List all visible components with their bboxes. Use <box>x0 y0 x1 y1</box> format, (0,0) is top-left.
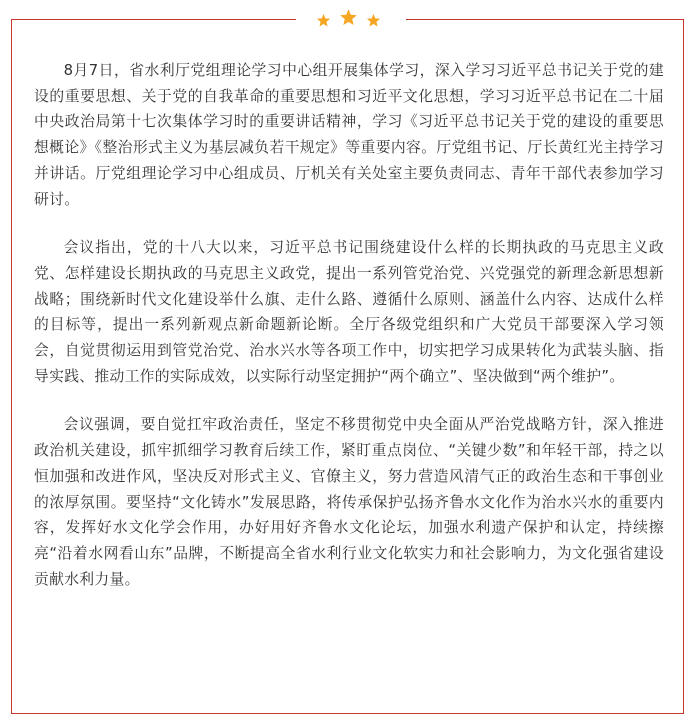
star-decoration <box>0 2 697 38</box>
paragraph-meeting-emphasis: 会议强调，要自觉扛牢政治责任，坚定不移贯彻党中央全面从严治党战略方针，深入推进政治机关建设，抓牢抓细学习教育后续工作，紧盯重点岗位、“关键少数”和年轻干部，持之以恒加强和改进作风，坚决反对形式主义、官僚主义，努力营造风清气正的政治生态和干事创业的浓厚氛围。要坚持“文化铸水”发展思路，将传承保护弘扬齐鲁水文化作为治水兴水的重要内容，发挥好水文化学会作用，办好用好齐鲁水文化论坛，加强水利遗产保护和认定，持续擦亮“沿着水网看山东”品牌，不断提高全省水利行业文化软实力和社会影响力，为文化强省建设贡献水利力量。 <box>34 416 664 588</box>
paragraph-meeting-points: 会议指出，党的十八大以来，习近平总书记围绕建设什么样的长期执政的马克思主义政党、怎样建设长期执政的马克思主义政党，提出一系列管党治党、兴党强党的新理念新思想新战略；围绕新时代文化建设举什么旗、走什么路、遵循什么原则、涵盖什么内容、达成什么样的目标等，提出一系列新观点新命题新论断。全厅各级党组织和广大党员干部要深入学习领会，自觉贯彻运用到管党治党、治水兴水等各项工作中，切实把学习成果转化为武装头脑、指导实践、推动工作的实际成效，以实际行动坚定拥护“两个确立”、坚决做到“两个维护”。 <box>34 239 664 385</box>
paragraph-study-session: 8月7日，省水利厅党组理论学习中心组开展集体学习，深入学习习近平总书记关于党的建设的重要思想、关于党的自我革命的重要思想和习近平文化思想，学习习近平总书记在二十届中央政治局第十七次集体学习时的重要讲话精神，学习《习近平总书记关于党的建设的重要思想概论》《整治形式主义为基层减负若干规定》等重要内容。厅党组书记、厅长黄红光主持学习并讲话。厅党组理论学习中心组成员、厅机关有关处室主要负责同志、青年干部代表参加学习研讨。 <box>34 62 664 208</box>
star-icon <box>339 8 358 27</box>
star-icon <box>316 13 331 28</box>
star-icon <box>366 13 381 28</box>
article-body <box>34 58 664 615</box>
